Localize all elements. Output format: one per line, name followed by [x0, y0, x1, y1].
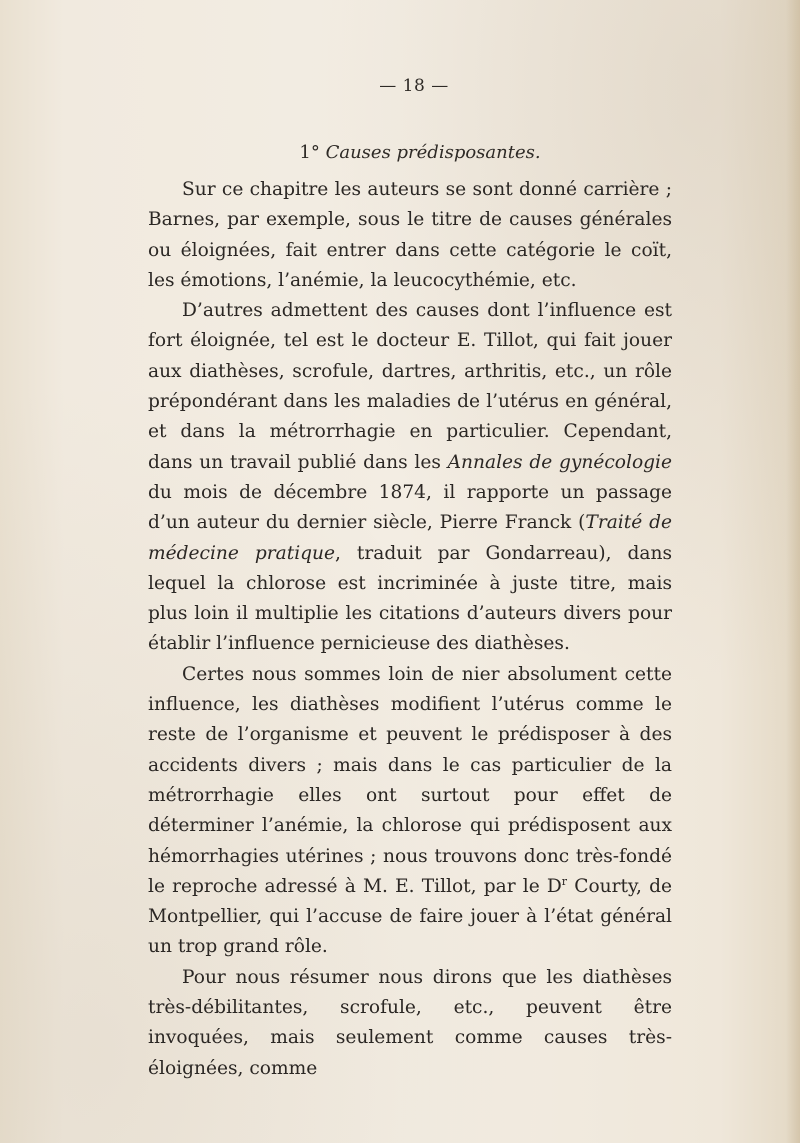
- text-segment: Courty, de Montpellier, qui l’accuse de faire jouer à l’état général un trop grand rôle.: [148, 875, 672, 958]
- text-segment: Certes nous sommes loin de nier absolument cette influence, les diathèses modifient l’utérus comme le reste de l’organisme et peuvent le prédisposer à des accidents divers ; mais dans le cas particulier de la métrorrhagie elles ont surtout pour effet de déterminer l’anémie, la chlorose qui prédisposent aux hémorrhagies utérines ; nous trouvons donc très-fondé le reproche adressé à M. E. Tillot, par le D: [148, 663, 672, 897]
- book-title: Traité de médecine pratique: [148, 512, 672, 564]
- paragraph-4: [148, 963, 672, 1084]
- paragraph-1: [148, 175, 672, 296]
- superscript: r: [561, 874, 568, 888]
- section-heading: [0, 142, 800, 163]
- text-segment: Sur ce chapitre les auteurs se sont donné carrière ; Barnes, par exemple, sous le titre de causes générales ou éloignées, fait entrer dans cette catégorie le coït, les émotions, l’anémie, la leucocythémie, etc.: [148, 179, 672, 291]
- section-numeral: 1°: [299, 142, 320, 163]
- journal-title: Annales de gynécologie: [447, 451, 672, 473]
- text-segment: D’autres admettent des causes dont l’influence est fort éloignée, tel est le docteur E. Tillot, qui fait jouer aux diathèses, scrofule, dartres, arthritis, etc., un rôle prépondérant dans les maladies de l’utérus en général, et dans la métrorrhagie en particulier. Cependant, dans un travail publié dans les: [148, 300, 672, 473]
- body-text: [148, 175, 672, 1084]
- text-segment: du mois de décembre 1874, il rapporte un passage d’un auteur du dernier siècle, Pierre Franck (: [148, 481, 672, 534]
- section-title: Causes prédisposantes.: [325, 142, 541, 163]
- text-segment: Pour nous résumer nous dirons que les diathèses très-débilitantes, scrofule, etc., peuvent être invoquées, mais seulement comme causes très-éloignées, comme: [148, 966, 672, 1079]
- paragraph-2: [148, 296, 672, 660]
- paragraph-3: [148, 660, 672, 963]
- page-edge-shadow: [786, 0, 800, 1143]
- text-segment: , traduit par Gondarreau), dans lequel la chlorose est incriminée à juste titre, mais plus loin il multiplie les citations d’auteurs divers pour établir l’influence pernicieuse des diathèses.: [148, 542, 673, 655]
- page-number: — 18 —: [379, 76, 449, 96]
